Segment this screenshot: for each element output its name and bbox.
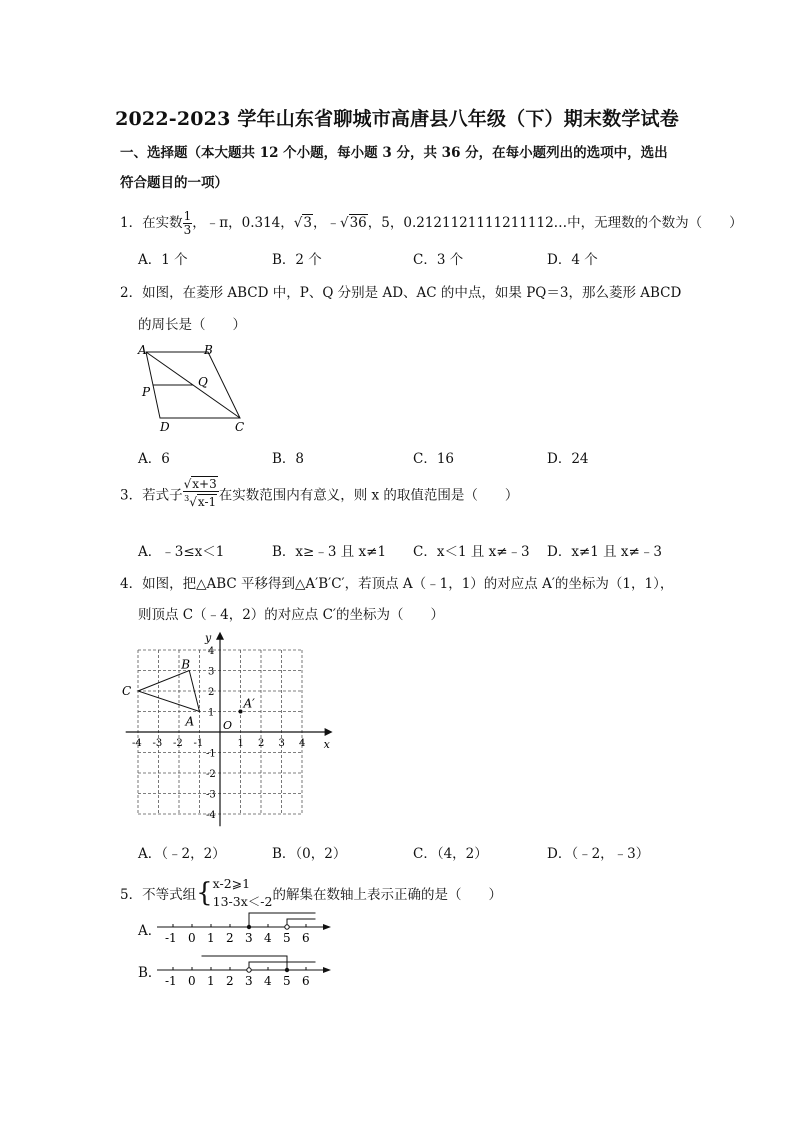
option-a[interactable]: A．1 个 [138, 252, 188, 268]
label-d: D [160, 420, 170, 434]
question-4-line2: 则顶点 C（﹣4，2）的对应点 C′的坐标为（ ） [138, 607, 444, 623]
number-tick-label: 5 [283, 974, 291, 988]
label-p: P [142, 385, 151, 399]
y-tick-label: -3 [206, 789, 216, 801]
label-a: A [185, 714, 195, 729]
y-tick-label: 1 [208, 707, 215, 719]
interval-x-gt-5 [287, 919, 316, 927]
number-tick-label: 0 [188, 931, 196, 945]
open-point-5 [285, 925, 289, 929]
number-tick-label: 2 [226, 931, 234, 945]
number-tick-label: -1 [165, 931, 177, 945]
open-point-3 [247, 968, 251, 972]
label-b: B [204, 343, 213, 357]
y-tick-label: 4 [208, 646, 215, 657]
label-c: C [235, 420, 245, 434]
option-b-label[interactable]: B． [138, 965, 162, 981]
number-line-option-b[interactable] [155, 948, 335, 990]
number-tick-label: 4 [264, 974, 272, 988]
sqrt-36: √36 [339, 215, 367, 231]
triangle-abc [122, 658, 255, 729]
number-tick-label: 5 [283, 931, 291, 945]
number-line-option-a[interactable] [155, 905, 335, 947]
label-a-prime: A′ [243, 696, 255, 711]
option-c[interactable]: C．16 [413, 451, 455, 467]
option-b[interactable]: B．8 [272, 451, 305, 467]
number-tick-label: 6 [302, 974, 310, 988]
option-c[interactable]: C．3 个 [413, 252, 464, 268]
section-header-line1: 一、选择题（本大题共 12 个小题，每小题 3 分，共 36 分，在每小题列出的选项中，选出 [120, 145, 668, 161]
label-b: B [181, 657, 191, 672]
tick-labels [132, 632, 331, 821]
number-axis-arrow [323, 967, 331, 973]
number-axis-arrow [323, 924, 331, 930]
number-tick-label: 4 [264, 931, 272, 945]
coordinate-grid-figure [122, 626, 350, 836]
y-tick-label: -2 [206, 769, 216, 780]
x-axis-label: x [323, 738, 330, 751]
section-header [120, 138, 690, 198]
question-4-line1: 4．如图，把△ABC 平移得到△A′B′C′，若顶点 A（﹣1，1）的对应点 A′的坐标为（1，1）， [120, 576, 674, 592]
option-b[interactable]: B．x≥﹣3 且 x≠1 [272, 544, 387, 560]
option-a[interactable]: A．﹣3≤x＜1 [138, 544, 225, 560]
y-tick-label: 3 [208, 666, 215, 678]
number-tick-label: 3 [245, 931, 253, 945]
interval-x-le-5 [202, 956, 288, 970]
option-c[interactable]: C．x＜1 且 x≠﹣3 [413, 544, 530, 560]
x-axis-arrow [325, 728, 333, 736]
x-tick-label: -2 [173, 738, 183, 749]
label-c: C [122, 684, 132, 698]
x-tick-label: -3 [152, 738, 163, 749]
x-tick-label: 1 [237, 738, 244, 749]
question-2-line1: 2．如图，在菱形 ABCD 中，P、Q 分别是 AD、AC 的中点，如果 PQ＝3，那么菱形 ABCD [120, 285, 682, 301]
question-2-line2: 的周长是（ ） [138, 317, 246, 333]
radical-fraction: $\frac{√x+3}{^3√x-1}$ [183, 477, 217, 509]
x-tick-label: -1 [193, 738, 204, 749]
option-c[interactable]: C．（4，2） [413, 846, 488, 862]
option-d[interactable]: D．（﹣2，﹣3） [547, 846, 650, 862]
sqrt-3: √3 [293, 215, 312, 231]
y-tick-label: 2 [208, 687, 215, 698]
closed-point-3 [247, 925, 251, 929]
x-tick-label: 3 [278, 738, 285, 749]
x-tick-label: 4 [299, 738, 306, 749]
option-d[interactable]: D．x≠1 且 x≠﹣3 [547, 544, 662, 560]
question-5-stem: 5．不等式组{ x-2⩾1 13-3x＜-2 的解集在数轴上表示正确的是（ ） [120, 876, 502, 909]
number-tick-label: 2 [226, 974, 234, 988]
y-tick-label: -1 [206, 748, 216, 760]
label-q: Q [198, 375, 208, 389]
question-3-stem: 3．若式子 $\frac{√x+3}{^3√x-1}$ 在实数范围内有意义，则 x 的取值范围是（ ） [120, 477, 519, 509]
option-a[interactable]: A．（﹣2，2） [138, 846, 226, 862]
option-a[interactable]: A．6 [138, 451, 170, 467]
option-b[interactable]: B．（0，2） [272, 846, 347, 862]
fraction-one-third: $\frac{1}{3}$ [183, 209, 192, 237]
label-a: A [138, 343, 147, 357]
x-tick-label: -4 [132, 738, 142, 749]
option-a-label[interactable]: A． [138, 923, 162, 939]
x-tick-label: 2 [258, 738, 265, 749]
number-tick-label: -1 [165, 974, 177, 988]
option-d[interactable]: D．4 个 [547, 252, 598, 268]
option-b[interactable]: B．2 个 [272, 252, 322, 268]
y-axis-arrow [216, 632, 224, 640]
y-tick-label: -4 [206, 810, 216, 821]
closed-point-5 [285, 968, 289, 972]
question-1-stem: 1．在实数 $\frac{1}{3}$ ，﹣π，0.314，√3，﹣√36，5，0.2121121111211112…中，无理数的个数为（ ） [120, 209, 743, 237]
point-a-prime [239, 710, 243, 714]
inequality-system: x-2⩾1 13-3x＜-2 [212, 876, 273, 909]
number-tick-label: 0 [188, 974, 196, 988]
number-tick-label: 1 [207, 974, 215, 988]
number-tick-label: 6 [302, 931, 310, 945]
number-tick-label: 3 [245, 974, 253, 988]
page-title: 2022-2023 学年山东省聊城市高唐县八年级（下）期末数学试卷 [115, 108, 679, 130]
rhombus-figure [130, 336, 260, 436]
y-axis-label: y [205, 631, 212, 645]
number-tick-label: 1 [207, 931, 215, 945]
origin-label: O [223, 719, 233, 732]
option-d[interactable]: D．24 [547, 451, 589, 467]
section-header-line2: 符合题目的一项） [120, 175, 228, 191]
